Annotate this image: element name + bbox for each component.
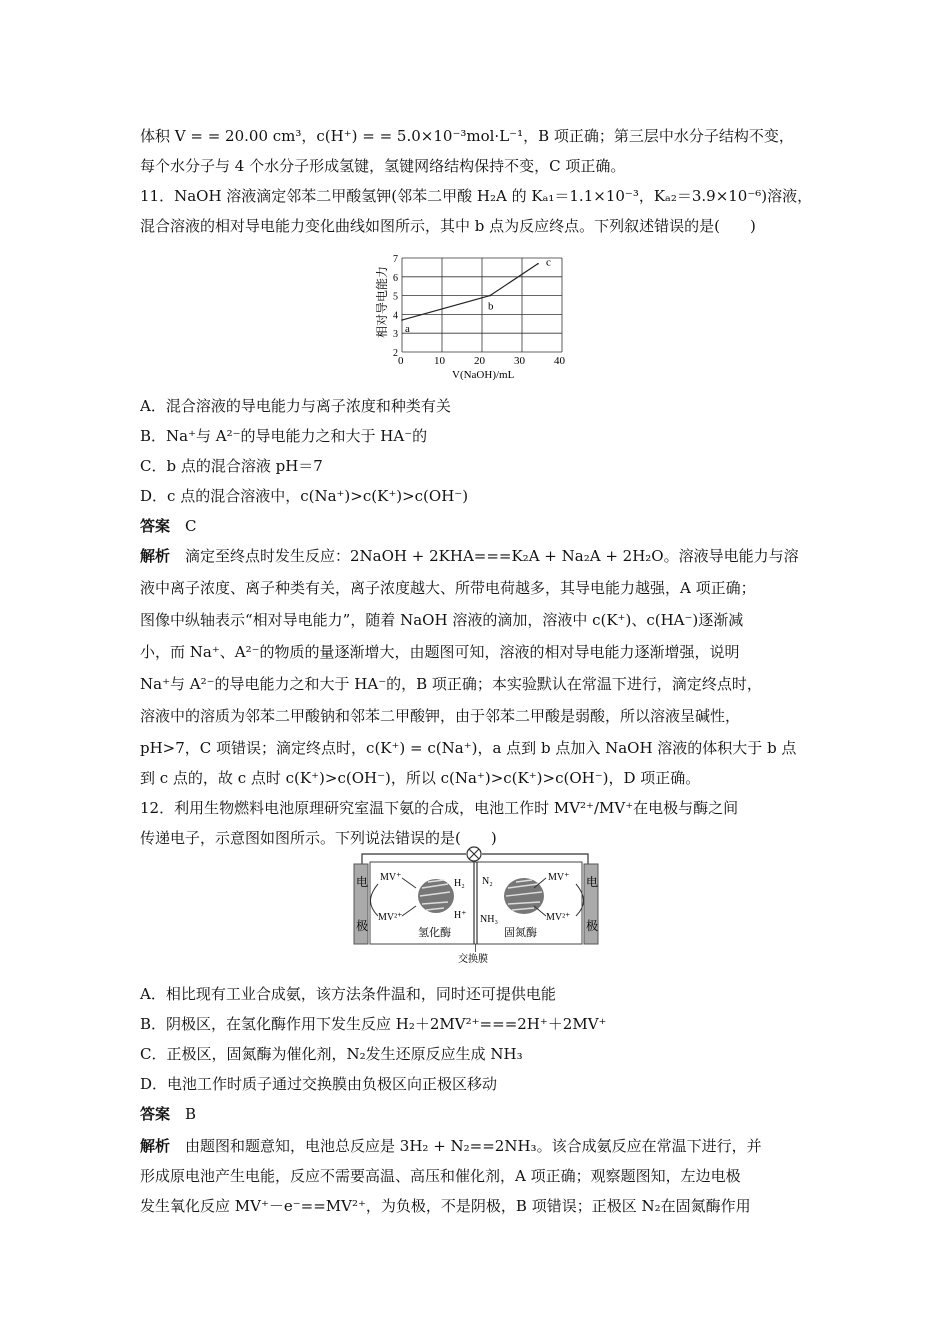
chart-tick-labels	[393, 254, 566, 367]
nitrogenase-label: 固氮酶	[504, 927, 537, 939]
section-text: 滴定至终点时发生反应：2NaOH + 2KHA===K₂A + Na₂A + 2H₂O。溶液导电能力与溶	[170, 547, 799, 565]
text-line: 发生氧化反应 MV⁺－e⁻==MV²⁺，为负极，不是阴极，B 项错误；正极区 N₂在固氮酶作用	[140, 1197, 751, 1215]
left-mv-2plus: MV²⁺	[378, 912, 403, 923]
text-line: B．阴极区，在氢化酶作用下发生反应 H₂＋2MV²⁺===2H⁺＋2MV⁺	[140, 1015, 607, 1033]
text-line: 液中离子浓度、离子种类有关，离子浓度越大、所带电荷越多，其导电能力越强，A 项正确；	[140, 579, 756, 597]
text-line: B．Na⁺与 A²⁻的导电能力之和大于 HA⁻的	[140, 427, 428, 445]
text-line: D．电池工作时质子通过交换膜由负极区向正极区移动	[140, 1075, 498, 1093]
chart-x-tick-label: 0	[398, 355, 404, 367]
chart-y-tick-label: 4	[393, 310, 398, 322]
text-line	[140, 1104, 196, 1124]
text-line	[140, 516, 197, 536]
section-text: B	[170, 1105, 197, 1123]
chart-grid	[402, 258, 562, 352]
chart-y-tick-label: 3	[393, 329, 398, 341]
text-line: D．c 点的混合溶液中，c(Na⁺)>c(K⁺)>c(OH⁻)	[140, 487, 469, 505]
chart-point-label-a: a	[405, 323, 410, 336]
left-mv-plus: MV⁺	[380, 872, 402, 883]
chart-y-tick-label: 7	[393, 254, 398, 265]
left-electrode-label-bottom: 极	[356, 919, 369, 933]
text-line: 11．NaOH 溶液滴定邻苯二甲酸氢钾(邻苯二甲酸 H₂A 的 Kₐ₁＝1.1×10⁻³，Kₐ₂＝3.9×10⁻⁶)溶液，	[140, 187, 813, 205]
text-line: pH>7，C 项错误；滴定终点时，c(K⁺) = c(Na⁺)，a 点到 b 点加入 NaOH 溶液的体积大于 b 点	[140, 739, 797, 757]
right-electrode-label-bottom: 极	[586, 919, 599, 933]
section-text: 由题图和题意知，电池总反应是 3H₂ + N₂==2NH₃。该合成氨反应在常温下进行，并	[170, 1137, 762, 1155]
text-line: 12．利用生物燃料电池原理研究室温下氨的合成，电池工作时 MV²⁺/MV⁺在电极与酶之间	[140, 799, 739, 817]
membrane-label: 交换膜	[458, 954, 488, 964]
text-line	[140, 1136, 762, 1156]
right-nh3: NH₃	[480, 914, 498, 925]
chart-point-label-b: b	[488, 300, 494, 313]
text-line	[140, 546, 799, 566]
right-n2: N₂	[482, 876, 493, 887]
section-label: 解析	[140, 547, 171, 565]
conductivity-chart	[368, 252, 582, 384]
right-mv-plus: MV⁺	[548, 872, 570, 883]
section-label: 解析	[140, 1137, 171, 1155]
text-line: C．b 点的混合溶液 pH＝7	[140, 457, 323, 475]
chart-x-tick-label: 20	[474, 355, 485, 367]
text-line: 传递电子，示意图如图所示。下列说法错误的是( )	[140, 829, 497, 847]
chart-series-line	[402, 264, 538, 320]
section-text: C	[170, 517, 197, 535]
text-line: 溶液中的溶质为邻苯二甲酸钠和邻苯二甲酸钾，由于邻苯二甲酸是弱酸，所以溶液呈碱性，	[140, 707, 741, 725]
text-line: C．正极区，固氮酶为催化剂，N₂发生还原反应生成 NH₃	[140, 1045, 523, 1063]
text-line: 到 c 点的，故 c 点时 c(K⁺)>c(OH⁻)，所以 c(Na⁺)>c(K⁺)>c(OH⁻)，D 项正确。	[140, 769, 701, 787]
chart-y-tick-label: 5	[393, 291, 398, 303]
chart-point-label-c: c	[546, 256, 551, 269]
chart-x-tick-label: 40	[554, 355, 565, 367]
right-electrode-label-top: 电	[586, 875, 599, 889]
chart-point-c	[537, 263, 539, 265]
fuel-cell-diagram	[350, 844, 602, 964]
left-electrode-label-top: 电	[356, 875, 369, 889]
section-label: 答案	[140, 517, 171, 535]
text-line: 小，而 Na⁺、A²⁻的物质的量逐渐增大，由题图可知，溶液的相对导电能力逐渐增强，说明	[140, 643, 740, 661]
chart-x-tick-label: 30	[514, 355, 525, 367]
right-mv-2plus: MV²⁺	[546, 912, 571, 923]
hydrogenase-label: 氢化酶	[418, 927, 451, 939]
text-line: 形成原电池产生电能，反应不需要高温、高压和催化剂，A 项正确；观察题图知，左边电极	[140, 1167, 741, 1185]
text-line: 体积 V = = 20.00 cm³，c(H⁺) = = 5.0×10⁻³mol·L⁻¹，B 项正确；第三层中水分子结构不变，	[140, 127, 794, 145]
chart-ylabel: 相对导电能力	[375, 265, 389, 338]
section-label: 答案	[140, 1105, 171, 1123]
text-line: A．混合溶液的导电能力与离子浓度和种类有关	[140, 397, 451, 415]
text-line: Na⁺与 A²⁻的导电能力之和大于 HA⁻的，B 项正确；本实验默认在常温下进行，滴定终点时，	[140, 675, 762, 693]
chart-xlabel: V(NaOH)/mL	[452, 369, 515, 381]
chart-x-tick-label: 10	[434, 355, 445, 367]
text-line: 每个水分子与 4 个水分子形成氢键，氢键网络结构保持不变，C 项正确。	[140, 157, 626, 175]
chart-point-a	[401, 319, 403, 321]
chart-y-tick-label: 2	[393, 348, 398, 359]
text-line: A．相比现有工业合成氨，该方法条件温和，同时还可提供电能	[140, 985, 556, 1003]
left-hplus: H⁺	[454, 910, 467, 921]
left-h2: H₂	[454, 878, 465, 889]
chart-point-b	[489, 295, 491, 297]
chart-y-tick-label: 6	[393, 272, 398, 284]
text-line: 混合溶液的相对导电能力变化曲线如图所示，其中 b 点为反应终点。下列叙述错误的是( )	[140, 217, 756, 235]
text-line: 图像中纵轴表示“相对导电能力”，随着 NaOH 溶液的滴加，溶液中 c(K⁺)、c(HA⁻)逐渐减	[140, 611, 744, 629]
